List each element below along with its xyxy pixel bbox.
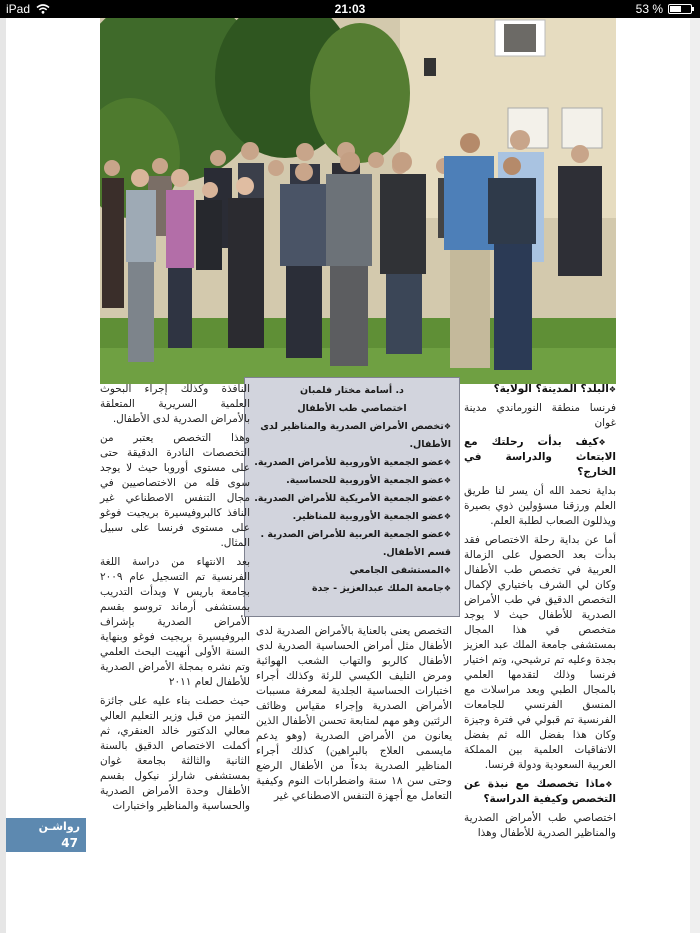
- device-name: iPad: [6, 2, 31, 16]
- question-heading: ❖ كيف بدأت رحلتك مع الابتعاث والدراسة في الخارج؟: [464, 435, 616, 480]
- page-number: 47: [61, 836, 78, 850]
- paragraph: اختصاصي طب الأمراض الصدرية والمناظير الصدرية للأطفال وهذا: [464, 812, 616, 839]
- magazine-name: رواشـن: [38, 820, 80, 833]
- paragraph: بعد الانتهاء من دراسة اللغة الفرنسية تم التسجيل عام ٢٠٠٩ بجامعة باريس ٧ وبدأت التدريب بمستشفى أرماند تروسو بقسم الأمراض الصدرية بإشراف البروفيسيرة بريجيت فوغو وبنهاية السنة الأولى أنهيت البحث العلمي وتم نشره بمجلة الأمراض الصدرية للأطفال لعام ٢٠١١: [100, 556, 250, 688]
- bio-item: ❖ المستشفى الجامعي: [253, 562, 451, 580]
- paragraph: بداية نحمد الله أن يسر لنا طريق العلم ورزقنا مسؤولين ذوي بصيرة ويذللون الصعاب لطلبة العلم.: [464, 485, 616, 527]
- bio-item: ❖ تخصص الأمراض الصدرية والمناظير لدى الأطفال.: [253, 418, 451, 454]
- bio-box: [244, 377, 460, 617]
- bio-item: ❖ عضو الجمعية الأوروبية للأمراض الصدرية.: [253, 454, 451, 472]
- paragraph: وهذا التخصص يعتبر من التخصصات النادرة الدقيقة حتى على مستوى أوروبا حيث لا يوجد سوى قله من الاختصاصيين في مجال التنفس الاصطناعي غير النافذ كالبروفيسيرة بريجيت فوغو على مستوى فرنسا على سبيل المثال.: [100, 432, 250, 549]
- clock: 21:03: [334, 2, 366, 16]
- text-column-right: [464, 382, 616, 845]
- bio-item: ❖ عضو الجمعية الأوروبية للحساسية.: [253, 472, 451, 490]
- bio-item: ❖ عضو الجمعية العربية للأمراض الصدرية . قسم الأطفال.: [253, 526, 451, 562]
- bio-list: [253, 418, 451, 598]
- group-photo: [100, 18, 616, 384]
- battery-percent: 53 %: [635, 2, 663, 16]
- question-heading: ❖ ماذا تخصصك مع نبذة عن التخصص وكيفية الدراسة؟: [464, 777, 616, 807]
- paragraph: حيث حصلت بناء عليه على جائزة التميز من قبل وزير التعليم العالي معالي الدكتور خالد العنقري، ثم أكملت الاختصاص الدقيق بالسنة الثانية والثالثة بجامعة غوان بمستشفى شارلز نيكول بقسم الأطفال وحدة الأمراض الصدرية والحساسية والمناظير واختبارات: [100, 695, 250, 812]
- bio-item: ❖ عضو الجمعية الأوروبية للمناظير.: [253, 508, 451, 526]
- page-number-tag: [6, 818, 86, 852]
- text-column-middle: [256, 624, 452, 808]
- paragraph: فرنسا منطقة النورماندي مدينة غوان: [464, 402, 616, 429]
- battery-icon: [668, 4, 692, 14]
- bio-item: ❖ عضو الجمعية الأمريكية للأمراض الصدرية.: [253, 490, 451, 508]
- text-column-left: [100, 382, 250, 818]
- bio-item: ❖ جامعة الملك عبدالعزيز - جدة: [253, 580, 451, 598]
- question-heading: ❖ البلد؟ المدينة؟ الولاية؟: [464, 382, 616, 397]
- paragraph: أما عن بداية رحلة الاختصاص فقد بدأت بعد الحصول على الزمالة العربية في تخصص طب الأطفال وكان لي الشرف باختياري لإكمال التخصص الدقيق في طب الأمراض الصدرية للأطفال حيث لا يوجد متخصص في هذا المجال بمستشفى جامعة الملك عبد العزيز بجدة وعليه تم ترشيحي، وتم اختيار فرنسا وذلك لتقدمها العلمي بالمجال الطبي وبعد مراسلات مع المنسق الفرنسي للجامعات الفرنسية تم قبولي في فترة وجيزة وكان هذا بفضل الله ثم بفضل الاتفاقيات العلمية بين المملكة العربية السعودية ودولة فرنسا.: [464, 534, 616, 771]
- bio-name: د. أسامة مختار فلمبان: [300, 385, 404, 396]
- page-left-edge: [0, 18, 6, 933]
- page-right-edge: [690, 18, 700, 933]
- status-bar: [0, 0, 700, 18]
- bio-title: اختصاصي طب الأطفال: [297, 403, 407, 414]
- paragraph: التخصص يعنى بالعناية بالأمراض الصدرية لدى الأطفال مثل أمراض الحساسية الصدرية لدى الأطفال كالربو والتهاب الشعب الهوائية ومرض التليف الكيسي للرئة وكذلك أجراء اختبارات الحساسية الجلدية لمعرفة مسببات الأمراض الصدرية وإجراء مقياس وظائف الرئتين وهو مهم لمتابعة تحسن الأطفال الذين يعانون من الأمراض الصدرية (وهو يدعم مايسمى العلاج بالبراهين) كذلك أجراء المناظير الصدرية بدءاً من الأطفال الرضع وحتى سن ١٨ سنة واضطرابات النوم وكيفية التعامل مع أجهزة التنفس الاصطناعي غير: [256, 625, 452, 802]
- paragraph: النافذة وكذلك إجراء البحوث العلمية السريرية المتعلقة بالأمراض الصدرية لدى الأطفال.: [100, 383, 250, 425]
